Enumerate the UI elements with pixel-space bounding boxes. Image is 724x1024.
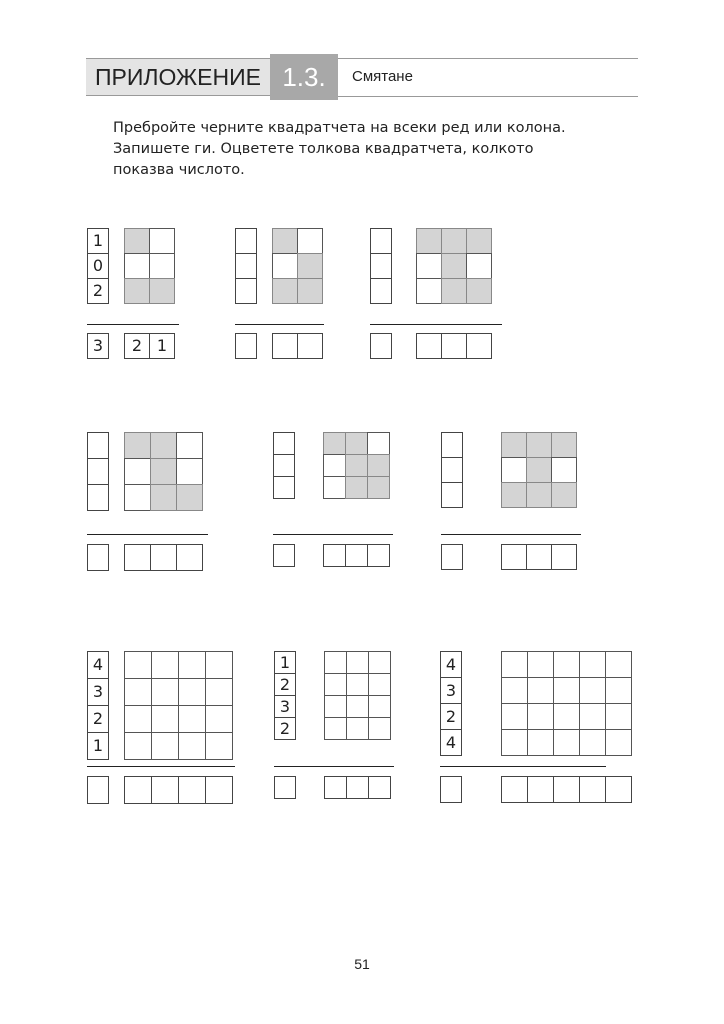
- grid-cell: [346, 717, 369, 740]
- column-count-box: [466, 333, 492, 359]
- grid-cell: [553, 729, 580, 756]
- grid-cell: [367, 432, 390, 455]
- grid-cell: [416, 253, 442, 279]
- instruction-line: Запишете ги. Оцветете толкова квадратчета, колкото: [113, 141, 534, 157]
- row-count-box: [370, 278, 392, 304]
- grid-cell: [324, 651, 347, 674]
- separator-line: [370, 324, 502, 325]
- column-count-box: [416, 333, 442, 359]
- grid-cell-filled: [272, 228, 298, 254]
- column-count-box: [501, 776, 528, 803]
- column-count-box: [551, 544, 577, 570]
- row-count-box: [235, 253, 257, 279]
- grid-cell-filled: [526, 482, 552, 508]
- grid-cell: [149, 253, 175, 279]
- grid-cell: [605, 703, 632, 730]
- grid-cell: [501, 457, 527, 483]
- row-count-box: [441, 482, 463, 508]
- section-number: 1.3.: [270, 54, 338, 100]
- column-count-box: [345, 544, 368, 567]
- column-count-box: 2: [124, 333, 150, 359]
- grid-cell: [323, 454, 346, 477]
- separator-line: [235, 324, 324, 325]
- total-count-box: [87, 544, 109, 571]
- grid-cell-filled: [323, 432, 346, 455]
- grid-cell-filled: [149, 278, 175, 304]
- grid-cell: [346, 651, 369, 674]
- total-count-box: [441, 544, 463, 570]
- grid-cell: [553, 703, 580, 730]
- grid-cell: [124, 705, 152, 733]
- grid-cell: [551, 457, 577, 483]
- grid-cell: [272, 253, 298, 279]
- grid-cell: [124, 458, 151, 485]
- grid-cell-filled: [124, 228, 150, 254]
- grid-cell: [324, 717, 347, 740]
- row-count-box: 3: [87, 678, 109, 706]
- grid-cell: [124, 651, 152, 679]
- grid-cell-filled: [124, 278, 150, 304]
- row-count-box: [370, 253, 392, 279]
- grid-cell: [178, 732, 206, 760]
- row-count-box: 3: [440, 677, 462, 704]
- grid-cell-filled: [551, 432, 577, 458]
- column-count-box: [526, 544, 552, 570]
- grid-cell: [346, 695, 369, 718]
- grid-cell-filled: [345, 476, 368, 499]
- grid-cell: [579, 677, 606, 704]
- grid-cell: [368, 673, 391, 696]
- separator-line: [87, 766, 235, 767]
- grid-cell: [205, 651, 233, 679]
- grid-cell: [176, 458, 203, 485]
- grid-cell-filled: [345, 432, 368, 455]
- instructions: [113, 118, 593, 181]
- row-count-box: 2: [274, 673, 296, 696]
- total-count-box: [274, 776, 296, 799]
- grid-cell: [605, 651, 632, 678]
- grid-cell-filled: [150, 458, 177, 485]
- grid-cell: [579, 651, 606, 678]
- row-count-box: 3: [274, 695, 296, 718]
- column-count-box: [324, 776, 347, 799]
- grid-cell: [149, 228, 175, 254]
- column-count-box: [124, 544, 151, 571]
- grid-cell: [151, 651, 179, 679]
- column-count-box: [553, 776, 580, 803]
- grid-cell: [501, 677, 528, 704]
- row-count-box: [273, 454, 295, 477]
- grid-cell: [605, 677, 632, 704]
- row-count-box: [87, 458, 109, 485]
- grid-cell: [124, 253, 150, 279]
- column-count-box: [579, 776, 606, 803]
- row-count-box: [273, 476, 295, 499]
- column-count-box: [124, 776, 152, 804]
- grid-cell-filled: [297, 278, 323, 304]
- total-count-box: [235, 333, 257, 359]
- grid-cell-filled: [416, 228, 442, 254]
- row-count-box: 4: [440, 651, 462, 678]
- grid-cell: [323, 476, 346, 499]
- grid-cell-filled: [441, 228, 467, 254]
- page-number: 51: [354, 956, 370, 972]
- grid-cell-filled: [526, 457, 552, 483]
- grid-cell: [416, 278, 442, 304]
- row-count-box: 2: [87, 278, 109, 304]
- column-count-box: 1: [149, 333, 175, 359]
- grid-cell: [205, 705, 233, 733]
- grid-cell: [324, 673, 347, 696]
- grid-cell: [178, 678, 206, 706]
- total-count-box: [440, 776, 462, 803]
- grid-cell-filled: [272, 278, 298, 304]
- row-count-box: 1: [87, 732, 109, 760]
- grid-cell: [527, 651, 554, 678]
- grid-cell-filled: [501, 432, 527, 458]
- column-count-box: [501, 544, 527, 570]
- section-title: Смятане: [352, 68, 413, 85]
- grid-cell: [501, 703, 528, 730]
- grid-cell: [124, 484, 151, 511]
- grid-cell: [368, 695, 391, 718]
- row-count-box: [370, 228, 392, 254]
- grid-cell: [527, 703, 554, 730]
- grid-cell: [579, 703, 606, 730]
- column-count-box: [150, 544, 177, 571]
- grid-cell: [501, 729, 528, 756]
- grid-cell: [368, 651, 391, 674]
- grid-cell: [579, 729, 606, 756]
- separator-line: [274, 766, 394, 767]
- separator-line: [87, 534, 208, 535]
- row-count-box: [235, 228, 257, 254]
- grid-cell: [205, 678, 233, 706]
- grid-cell: [527, 729, 554, 756]
- grid-cell-filled: [150, 484, 177, 511]
- column-count-box: [323, 544, 346, 567]
- grid-cell-filled: [124, 432, 151, 459]
- column-count-box: [272, 333, 298, 359]
- row-count-box: 2: [274, 717, 296, 740]
- column-count-box: [151, 776, 179, 804]
- instruction-line: показва числото.: [113, 162, 245, 178]
- total-count-box: [370, 333, 392, 359]
- column-count-box: [297, 333, 323, 359]
- header-rule-bottom: [338, 96, 638, 97]
- grid-cell: [368, 717, 391, 740]
- grid-cell-filled: [526, 432, 552, 458]
- separator-line: [273, 534, 393, 535]
- grid-cell: [151, 705, 179, 733]
- grid-cell: [178, 705, 206, 733]
- grid-cell-filled: [176, 484, 203, 511]
- total-count-box: [273, 544, 295, 567]
- grid-cell: [124, 732, 152, 760]
- row-count-box: [273, 432, 295, 455]
- row-count-box: 4: [87, 651, 109, 679]
- grid-cell-filled: [367, 476, 390, 499]
- column-count-box: [441, 333, 467, 359]
- grid-cell: [205, 732, 233, 760]
- column-count-box: [605, 776, 632, 803]
- row-count-box: 4: [440, 729, 462, 756]
- grid-cell: [151, 732, 179, 760]
- instruction-line: Пребройте черните квадратчета на всеки ред или колона.: [113, 120, 566, 136]
- grid-cell-filled: [441, 253, 467, 279]
- grid-cell-filled: [466, 278, 492, 304]
- grid-cell-filled: [150, 432, 177, 459]
- column-count-box: [178, 776, 206, 804]
- grid-cell: [124, 678, 152, 706]
- grid-cell: [553, 677, 580, 704]
- grid-cell: [553, 651, 580, 678]
- total-count-box: 3: [87, 333, 109, 359]
- separator-line: [87, 324, 179, 325]
- row-count-box: 1: [87, 228, 109, 254]
- column-count-box: [176, 544, 203, 571]
- row-count-box: 1: [274, 651, 296, 674]
- separator-line: [440, 766, 606, 767]
- row-count-box: [441, 457, 463, 483]
- separator-line: [441, 534, 581, 535]
- grid-cell: [178, 651, 206, 679]
- grid-cell: [297, 228, 323, 254]
- row-count-box: 0: [87, 253, 109, 279]
- column-count-box: [205, 776, 233, 804]
- appendix-label: ПРИЛОЖЕНИЕ: [86, 58, 270, 96]
- row-count-box: [235, 278, 257, 304]
- grid-cell-filled: [297, 253, 323, 279]
- grid-cell: [324, 695, 347, 718]
- grid-cell-filled: [345, 454, 368, 477]
- grid-cell-filled: [551, 482, 577, 508]
- column-count-box: [346, 776, 369, 799]
- grid-cell: [605, 729, 632, 756]
- row-count-box: 2: [87, 705, 109, 733]
- row-count-box: [441, 432, 463, 458]
- column-count-box: [367, 544, 390, 567]
- row-count-box: 2: [440, 703, 462, 730]
- row-count-box: [87, 432, 109, 459]
- row-count-box: [87, 484, 109, 511]
- grid-cell-filled: [501, 482, 527, 508]
- grid-cell: [346, 673, 369, 696]
- grid-cell: [466, 253, 492, 279]
- grid-cell-filled: [466, 228, 492, 254]
- grid-cell: [527, 677, 554, 704]
- column-count-box: [368, 776, 391, 799]
- grid-cell: [151, 678, 179, 706]
- grid-cell: [176, 432, 203, 459]
- grid-cell-filled: [367, 454, 390, 477]
- grid-cell-filled: [441, 278, 467, 304]
- total-count-box: [87, 776, 109, 804]
- grid-cell: [501, 651, 528, 678]
- column-count-box: [527, 776, 554, 803]
